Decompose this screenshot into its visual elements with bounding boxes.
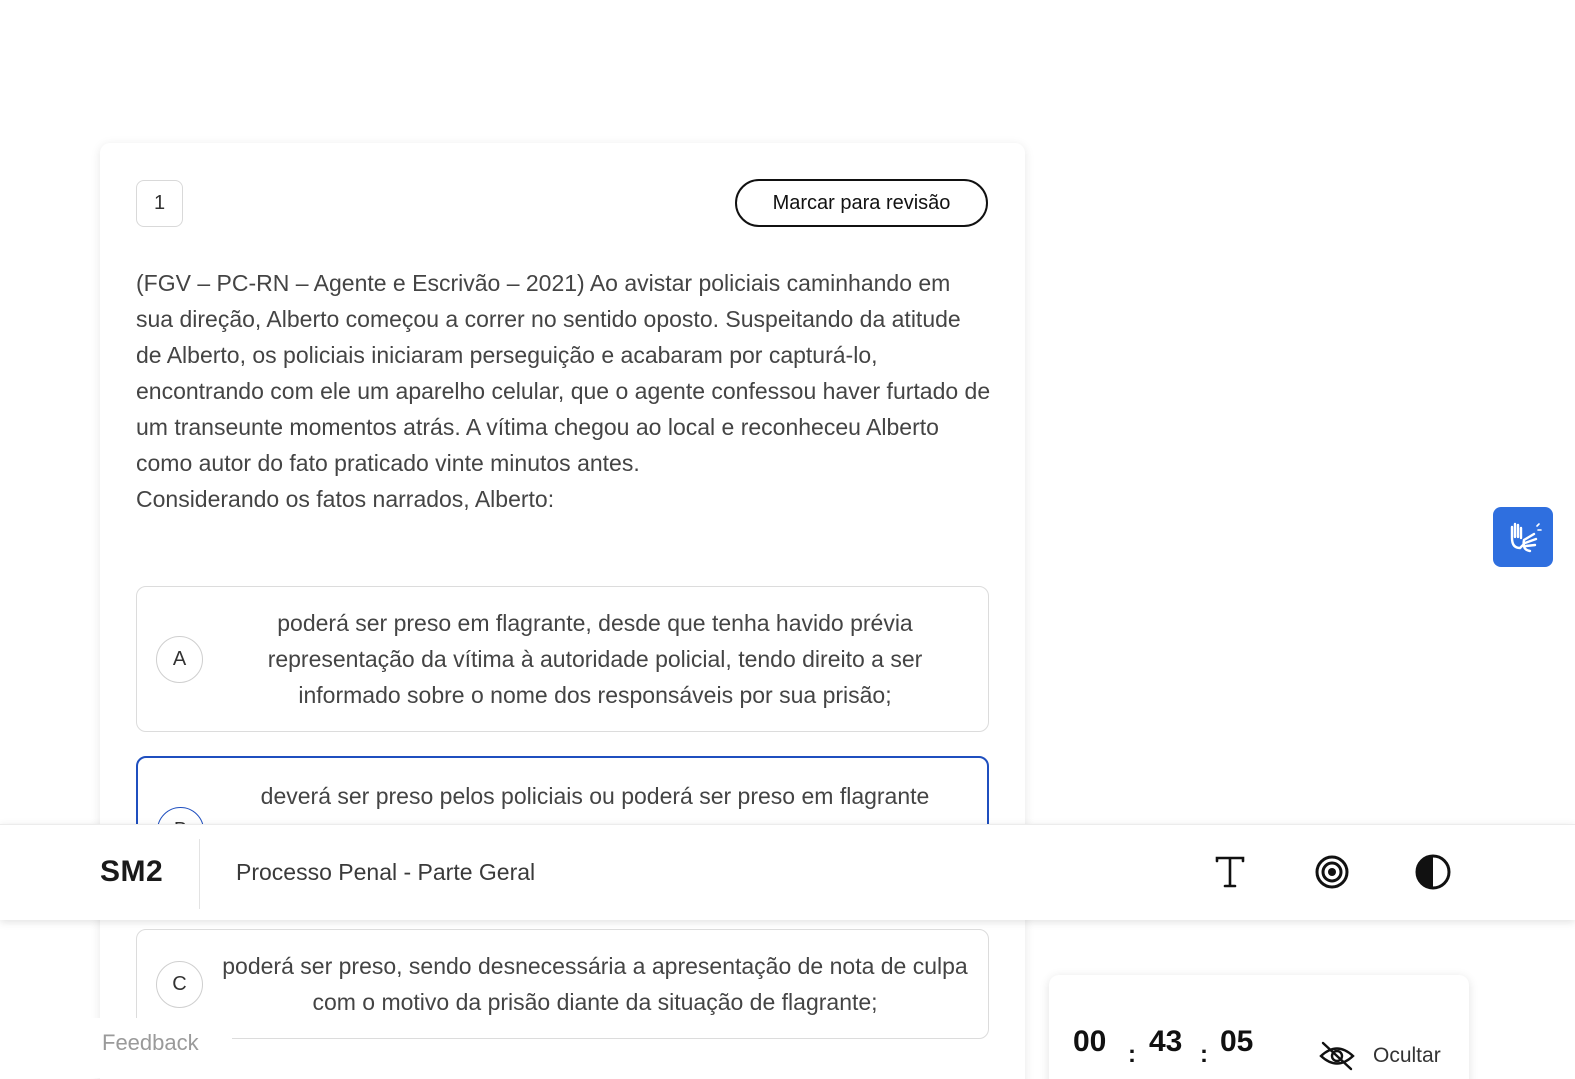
contrast-icon xyxy=(1414,853,1452,891)
eye-off-icon xyxy=(1319,1041,1355,1071)
text-size-icon xyxy=(1213,855,1247,889)
option-letter: A xyxy=(156,636,203,683)
question-number: 1 xyxy=(136,180,183,227)
subject-title: Processo Penal - Parte Geral xyxy=(236,859,536,885)
question-card xyxy=(100,143,1025,1079)
option-a[interactable] xyxy=(136,586,989,732)
option-c[interactable] xyxy=(136,929,989,1039)
brand-logo: SM2 xyxy=(100,855,164,888)
question-prompt: Considerando os fatos narrados, Alberto: xyxy=(136,486,555,512)
question-text xyxy=(136,265,991,517)
option-text: poderá ser preso, sendo desnecessária a apresentação de nota de culpa com o motivo da prisão diante da situação de flagrante; xyxy=(222,953,968,1015)
hide-timer-label: Ocultar xyxy=(1373,1044,1441,1067)
option-text: poderá ser preso em flagrante, desde que tenha havido prévia representação da vítima à autoridade policial, tendo direito a ser informado sobre o nome dos responsáveis por sua prisão; xyxy=(267,610,923,708)
mark-for-review-button[interactable]: Marcar para revisão xyxy=(735,179,988,227)
option-letter: C xyxy=(156,961,203,1008)
feedback-button[interactable]: Feedback xyxy=(80,1018,232,1078)
header-divider xyxy=(199,839,200,909)
header-bar xyxy=(0,824,1575,920)
timer-hours: 00 xyxy=(1073,1025,1107,1058)
timer-minutes: 43 xyxy=(1149,1025,1183,1058)
hide-timer-button[interactable] xyxy=(1319,1041,1441,1071)
timer-separator: : xyxy=(1128,1041,1136,1068)
libras-accessibility-button[interactable] xyxy=(1493,507,1553,567)
timer-card xyxy=(1049,975,1469,1079)
question-statement: (FGV – PC-RN – Agente e Escrivão – 2021) Ao avistar policiais caminhando em sua direção, Alberto começou a correr no sentido oposto. Suspeitando da atitude de Alberto, os policiais iniciaram perseguição e acabaram por capturá-lo, encontrando com ele um aparelho celular, que o agente confessou haver furtado de um transeunte momentos atrás. A vítima chegou ao local e reconheceu Alberto como autor do fato praticado vinte minutos antes. xyxy=(136,270,991,476)
timer-seconds: 05 xyxy=(1220,1025,1254,1058)
timer-separator: : xyxy=(1200,1041,1208,1068)
text-size-button[interactable] xyxy=(1207,849,1253,895)
option-text: deverá ser preso pelos policiais ou poderá ser preso em flagrante xyxy=(260,783,930,809)
focus-target-icon xyxy=(1314,854,1350,890)
contrast-button[interactable] xyxy=(1410,849,1456,895)
sign-language-hands-icon xyxy=(1504,518,1542,556)
focus-button[interactable] xyxy=(1309,849,1355,895)
